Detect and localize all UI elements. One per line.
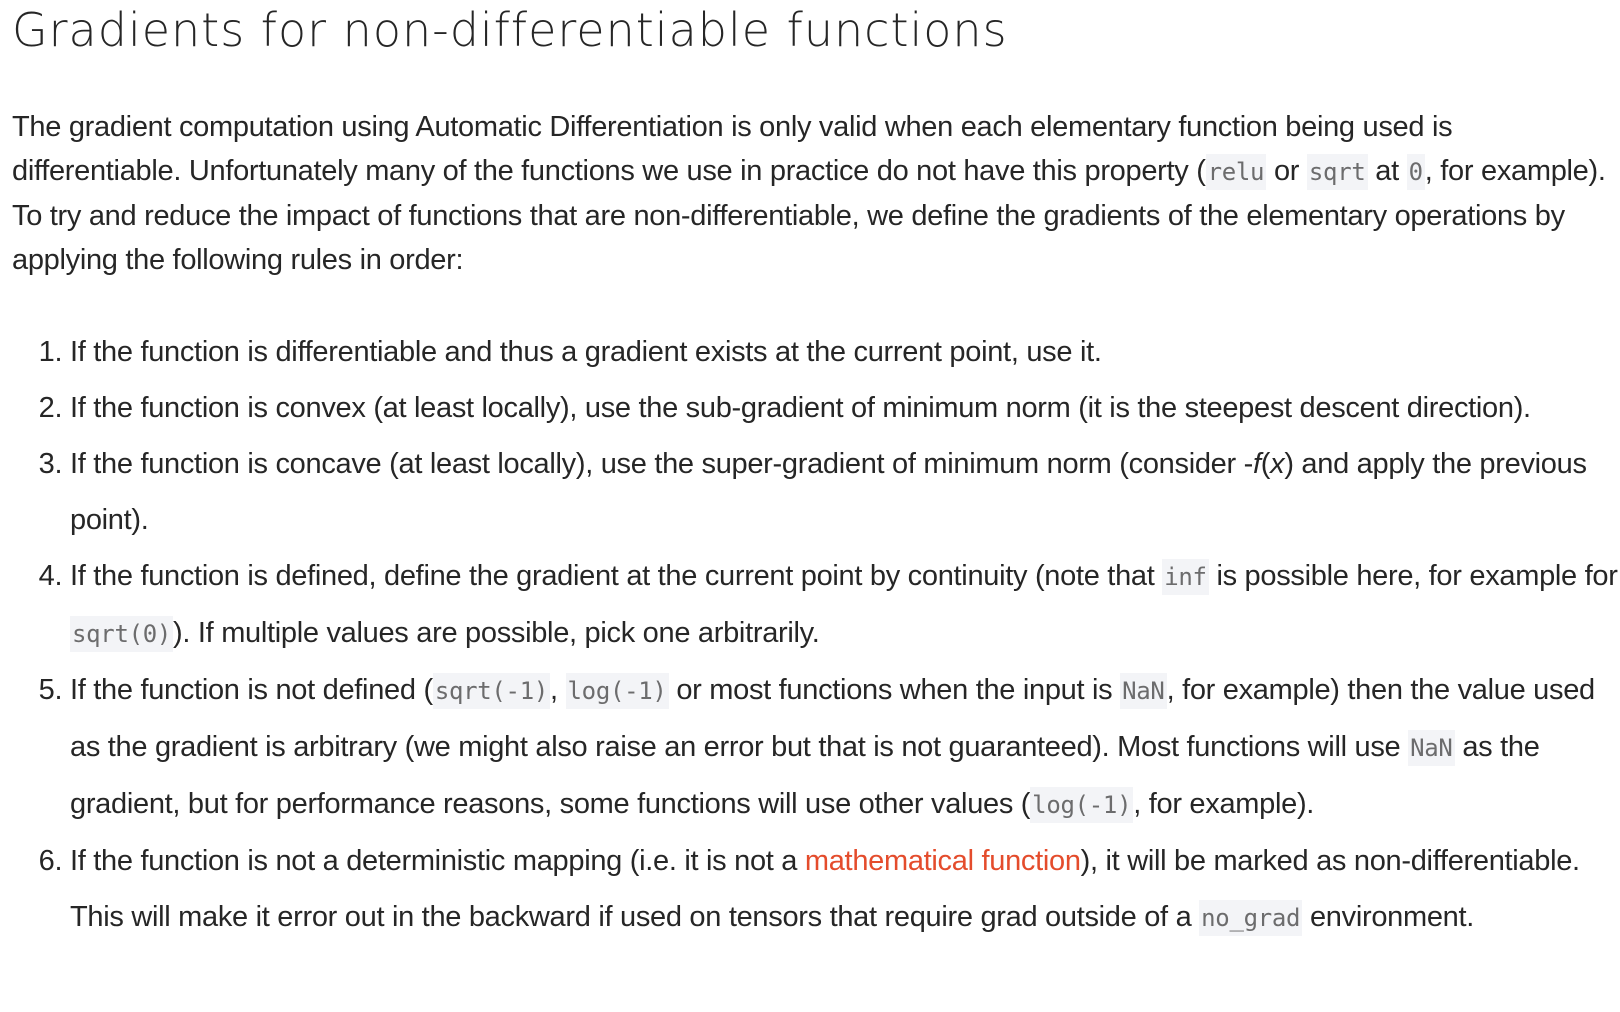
inline-code-sqrt: sqrt bbox=[1307, 154, 1368, 190]
inline-code-sqrt0: sqrt(0) bbox=[70, 616, 173, 652]
text: ) and apply the previous point). bbox=[70, 448, 1587, 536]
text: ( bbox=[1260, 448, 1271, 480]
math-f: f bbox=[1252, 448, 1261, 480]
text: is possible here, for example for bbox=[1208, 560, 1618, 592]
text: at bbox=[1367, 155, 1407, 187]
text: or bbox=[1266, 155, 1307, 187]
text: If the function is convex (at least locally), use the sub-gradient of minimum norm (it is the steepest descent direction). bbox=[70, 392, 1531, 424]
text: as the gradient, but for performance reasons, some functions will use other values ( bbox=[70, 731, 1540, 820]
section-heading: Gradients for non-differentiable functions bbox=[12, 3, 1008, 57]
inline-code-relu: relu bbox=[1206, 154, 1267, 190]
inline-code-sqrt-neg1: sqrt(-1) bbox=[433, 673, 550, 709]
mathematical-function-link[interactable]: mathematical function bbox=[804, 845, 1081, 877]
rule-item-5 bbox=[70, 662, 1620, 833]
text: , for example) then the value used as the gradient is arbitrary (we might also raise an error but that is not guaranteed). Most functions will use bbox=[70, 674, 1595, 763]
rule-item-6 bbox=[70, 833, 1620, 946]
inline-code-nan: NaN bbox=[1408, 730, 1454, 766]
rules-list bbox=[12, 324, 1620, 946]
text: , for example). bbox=[1133, 788, 1315, 820]
text: If the function is not defined ( bbox=[70, 674, 433, 706]
text: If the function is defined, define the gradient at the current point by continuity (note that bbox=[70, 560, 1163, 592]
inline-code-log-neg1: log(-1) bbox=[566, 673, 669, 709]
inline-code-inf: inf bbox=[1162, 559, 1208, 595]
rule-item-3 bbox=[70, 436, 1620, 548]
text: If the function is not a deterministic mapping (i.e. it is not a bbox=[70, 845, 805, 877]
math-x: x bbox=[1270, 448, 1285, 480]
inline-code-nan: NaN bbox=[1120, 673, 1166, 709]
text: If the function is differentiable and thus a gradient exists at the current point, use it. bbox=[70, 336, 1102, 368]
text: , for example). To try and reduce the impact of functions that are non-differentiable, we define the gradients of the elementary operations by applying the following rules in order: bbox=[12, 155, 1606, 276]
text: , bbox=[550, 674, 566, 706]
inline-code-log-neg1: log(-1) bbox=[1030, 787, 1133, 823]
text: ). If multiple values are possible, pick one arbitrarily. bbox=[173, 617, 820, 649]
inline-code-zero: 0 bbox=[1407, 154, 1425, 190]
intro-paragraph bbox=[12, 105, 1612, 282]
rule-item-4 bbox=[70, 548, 1620, 662]
text: The gradient computation using Automatic Differentiation is only valid when each elementary function being used is differentiable. Unfortunately many of the functions we use in practice do not have this property ( bbox=[12, 111, 1453, 187]
text: ), it will be marked as non-differentiable. This will make it error out in the backward if used on tensors that require grad outside of a bbox=[70, 845, 1580, 933]
text: If the function is concave (at least locally), use the super-gradient of minimum norm (consider - bbox=[70, 448, 1253, 480]
text: environment. bbox=[1302, 901, 1475, 933]
text: or most functions when the input is bbox=[668, 674, 1121, 706]
rule-item-2 bbox=[70, 380, 1620, 436]
inline-code-no-grad: no_grad bbox=[1199, 900, 1302, 936]
rule-item-1 bbox=[70, 324, 1620, 380]
